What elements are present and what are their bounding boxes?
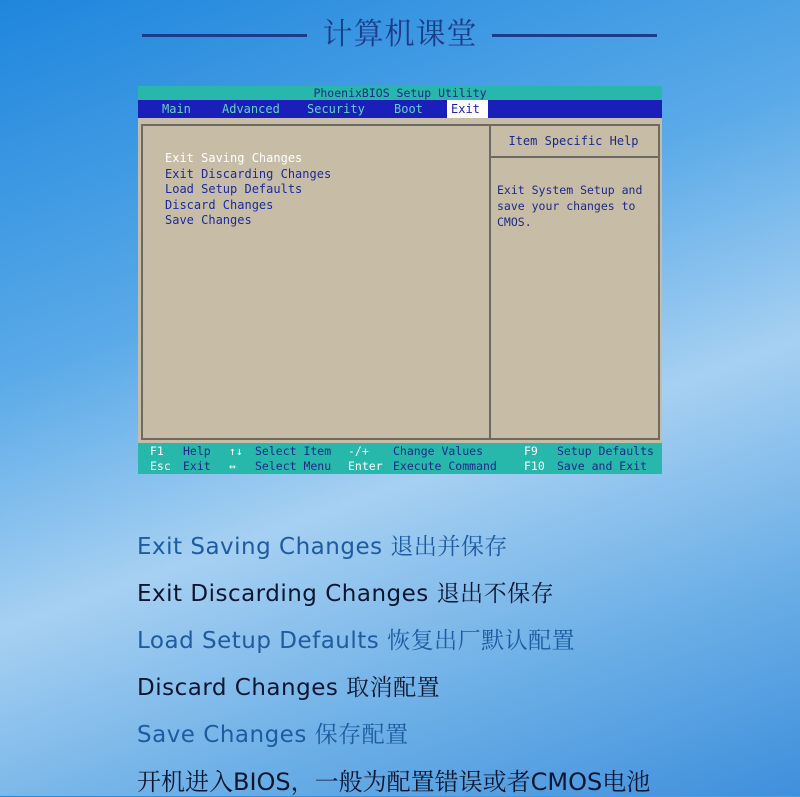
- page-banner: [0, 14, 800, 58]
- explanation-load-setup-defaults: Load Setup Defaults 恢复出厂默认配置: [137, 628, 576, 654]
- explanation-exit-saving-changes: Exit Saving Changes 退出并保存: [137, 534, 508, 560]
- key-left-right-desc: Select Menu: [255, 459, 332, 473]
- key-legend-row: [138, 459, 662, 474]
- banner-divider-right: [492, 34, 657, 37]
- explanation-exit-discarding-changes: Exit Discarding Changes 退出不保存: [137, 581, 555, 607]
- help-line: CMOS.: [497, 215, 532, 229]
- option-discard-changes[interactable]: Discard Changes: [165, 197, 274, 212]
- key-esc-desc: Exit: [183, 459, 211, 473]
- help-panel-title: Item Specific Help: [489, 126, 658, 158]
- exit-options-list: [165, 151, 331, 229]
- key-esc: Esc: [150, 459, 171, 473]
- option-save-changes[interactable]: Save Changes: [165, 213, 252, 227]
- banner-divider-left: [142, 34, 307, 37]
- key-f1: F1: [150, 444, 164, 458]
- key-f9-desc: Setup Defaults: [557, 444, 654, 458]
- menu-item-boot[interactable]: Boot: [394, 102, 423, 116]
- bios-title: PhoenixBIOS Setup Utility: [138, 86, 662, 100]
- key-legend-row: [138, 444, 662, 459]
- bios-key-legend: [138, 443, 662, 474]
- key-f10-desc: Save and Exit: [557, 459, 648, 473]
- help-panel-text: [489, 158, 658, 230]
- key-minus-plus-desc: Change Values: [393, 444, 484, 458]
- option-load-setup-defaults[interactable]: Load Setup Defaults: [165, 182, 303, 196]
- page-title: 计算机课堂: [322, 17, 478, 52]
- key-minus-plus: -/+: [348, 444, 369, 458]
- key-up-down-desc: Select Item: [255, 444, 332, 458]
- key-up-down-arrows: ↑↓: [229, 444, 243, 458]
- help-line: save your changes to: [497, 199, 636, 213]
- menu-item-exit[interactable]: Exit: [447, 100, 488, 118]
- menu-item-security[interactable]: Security: [307, 102, 365, 116]
- bios-options-panel: [141, 124, 491, 440]
- bios-menu-bar: [138, 100, 662, 118]
- menu-item-advanced[interactable]: Advanced: [222, 102, 280, 116]
- option-exit-discarding-changes[interactable]: Exit Discarding Changes: [165, 166, 332, 181]
- key-enter-desc: Execute Command: [393, 459, 497, 473]
- bios-setup-screen: [138, 86, 662, 474]
- help-line: Exit System Setup and: [497, 183, 643, 197]
- key-f1-desc: Help: [183, 444, 211, 458]
- explanation-save-changes: Save Changes 保存配置: [137, 722, 409, 748]
- option-exit-saving-changes[interactable]: Exit Saving Changes: [165, 151, 303, 165]
- explanation-discard-changes: Discard Changes 取消配置: [137, 675, 441, 701]
- key-f9: F9: [524, 444, 538, 458]
- bottom-note: 开机进入BIOS，一般为配置错误或者CMOS电池: [137, 768, 651, 796]
- key-f10: F10: [524, 459, 545, 473]
- bios-help-panel: [489, 124, 660, 440]
- menu-item-main[interactable]: Main: [162, 102, 191, 116]
- key-left-right-arrows: ↔: [229, 459, 236, 473]
- key-enter: Enter: [348, 459, 383, 473]
